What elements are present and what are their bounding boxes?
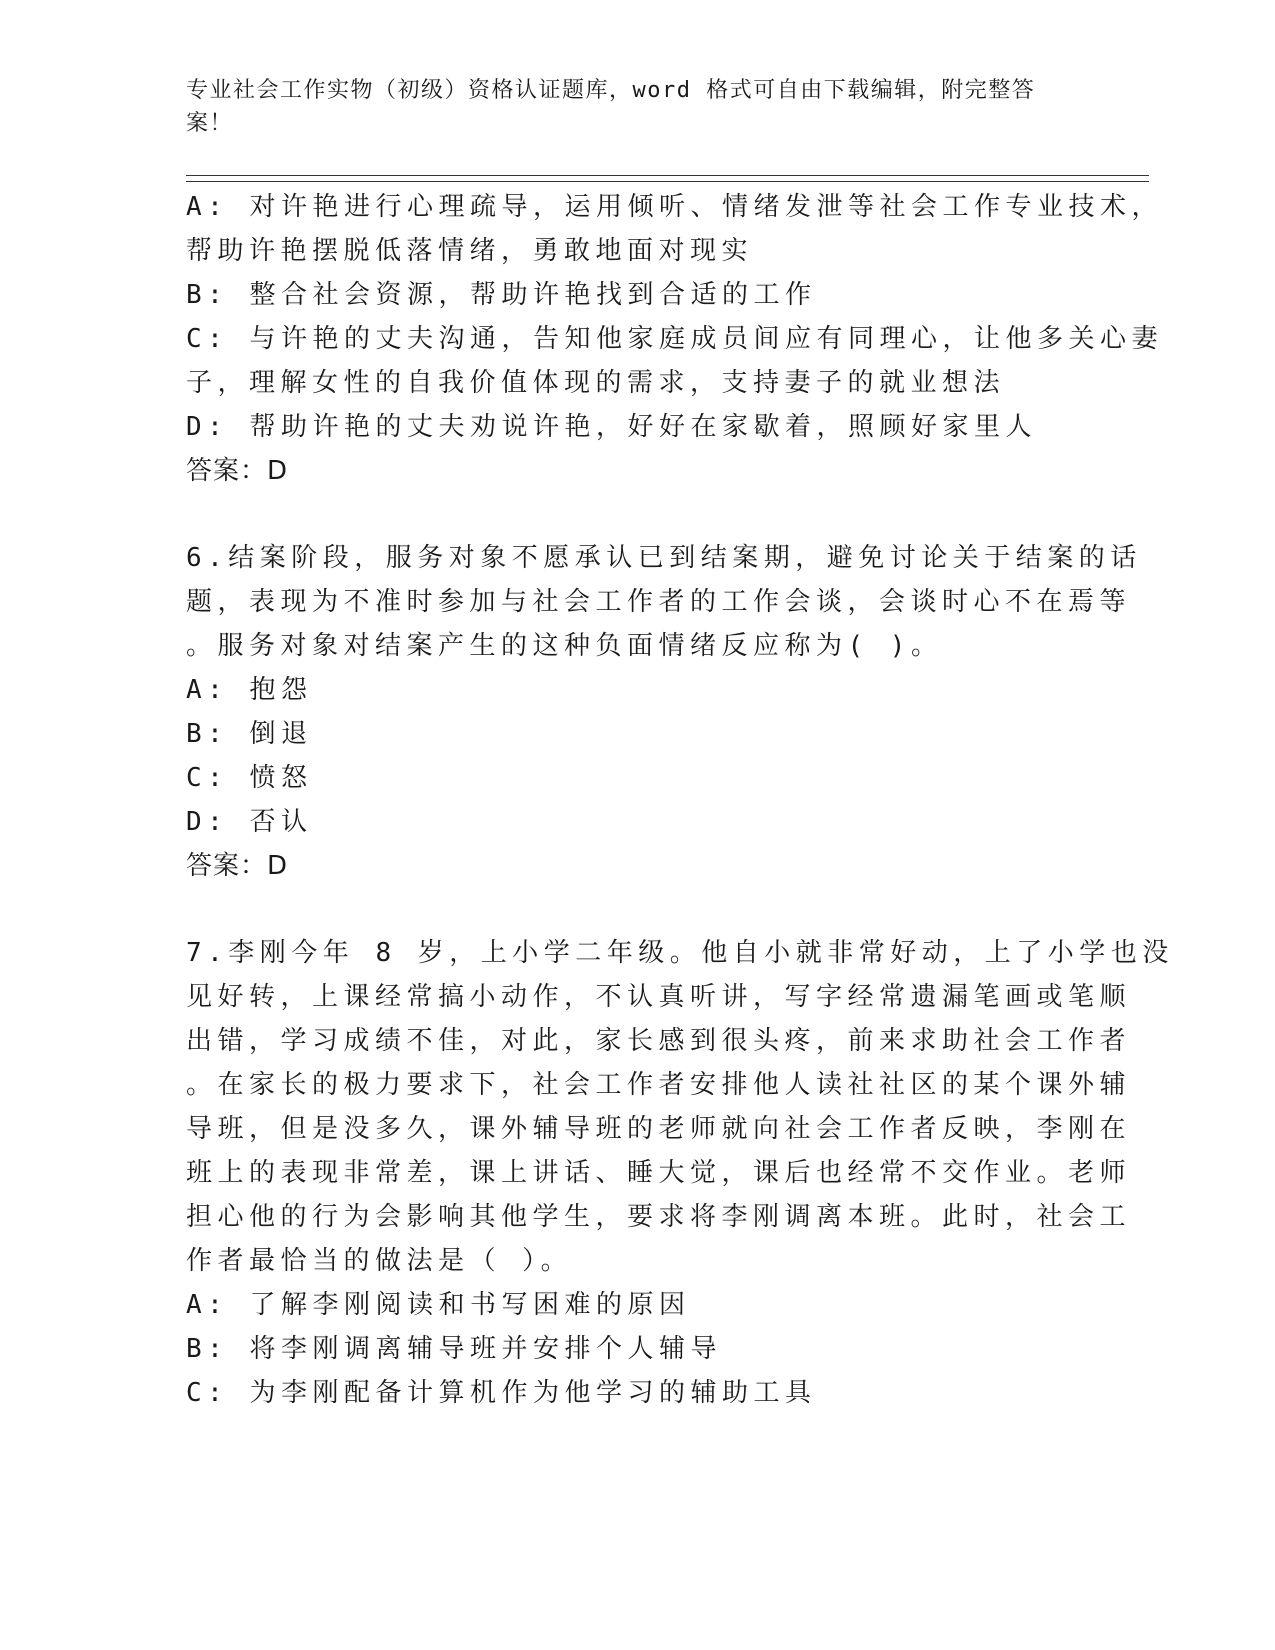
q7-stem-line5: 导班，但是没多久，课外辅导班的老师就向社会工作者反映，李刚在 [186,1114,1132,1144]
q6-option-c: C: 愤怒 [186,763,313,793]
q5-option-c-line1: C: 与许艳的丈夫沟通，告知他家庭成员间应有同理心，让他多关心妻 [186,324,1163,354]
q7-option-a: A: 了解李刚阅读和书写困难的原因 [186,1290,691,1320]
q7-option-b: B: 将李刚调离辅导班并安排个人辅导 [186,1334,722,1364]
q5-option-b: B: 整合社会资源，帮助许艳找到合适的工作 [186,280,817,310]
q5-answer: 答案：D [186,456,289,486]
q5-option-d: D: 帮助许艳的丈夫劝说许艳，好好在家歇着，照顾好家里人 [186,412,1037,442]
header-divider-bottom [186,181,1149,182]
q5-option-a-line1: A: 对许艳进行心理疏导，运用倾听、情绪发泄等社会工作专业技术， [186,192,1163,222]
q5-option-c-line2: 子，理解女性的自我价值体现的需求，支持妻子的就业想法 [186,368,1006,398]
q7-stem-line7: 担心他的行为会影响其他学生，要求将李刚调离本班。此时，社会工 [186,1202,1132,1232]
q6-stem-line1: 6.结案阶段，服务对象不愿承认已到结案期，避免讨论关于结案的话 [186,543,1142,573]
q6-option-b: B: 倒退 [186,719,313,749]
q6-option-d: D: 否认 [186,807,313,837]
q6-option-a: A: 抱怨 [186,675,313,705]
q6-answer: 答案：D [186,851,289,881]
q7-stem-line6: 班上的表现非常差，课上讲话、睡大觉，课后也经常不交作业。老师 [186,1158,1132,1188]
q7-stem-line4: 。在家长的极力要求下，社会工作者安排他人读社社区的某个课外辅 [186,1070,1132,1100]
q7-option-c: C: 为李刚配备计算机作为他学习的辅助工具 [186,1378,817,1408]
q7-stem-line1: 7.李刚今年 8 岁，上小学二年级。他自小就非常好动，上了小学也没 [186,938,1174,968]
header-divider-top [186,175,1149,176]
document-header-title: 专业社会工作实物（初级）资格认证题库，word 格式可自由下载编辑，附完整答案！ [186,78,1036,136]
q5-option-a-line2: 帮助许艳摆脱低落情绪，勇敢地面对现实 [186,236,754,266]
q7-stem-line3: 出错，学习成绩不佳，对此，家长感到很头疼，前来求助社会工作者 [186,1026,1132,1056]
q6-stem-line2: 题，表现为不准时参加与社会工作者的工作会谈，会谈时心不在焉等 [186,587,1132,617]
q7-stem-line2: 见好转，上课经常搞小动作，不认真听讲，写字经常遗漏笔画或笔顺 [186,982,1132,1012]
q6-stem-line3: 。服务对象对结案产生的这种负面情绪反应称为( )。 [186,631,943,661]
q7-stem-line8: 作者最恰当的做法是（ ）。 [186,1246,573,1276]
